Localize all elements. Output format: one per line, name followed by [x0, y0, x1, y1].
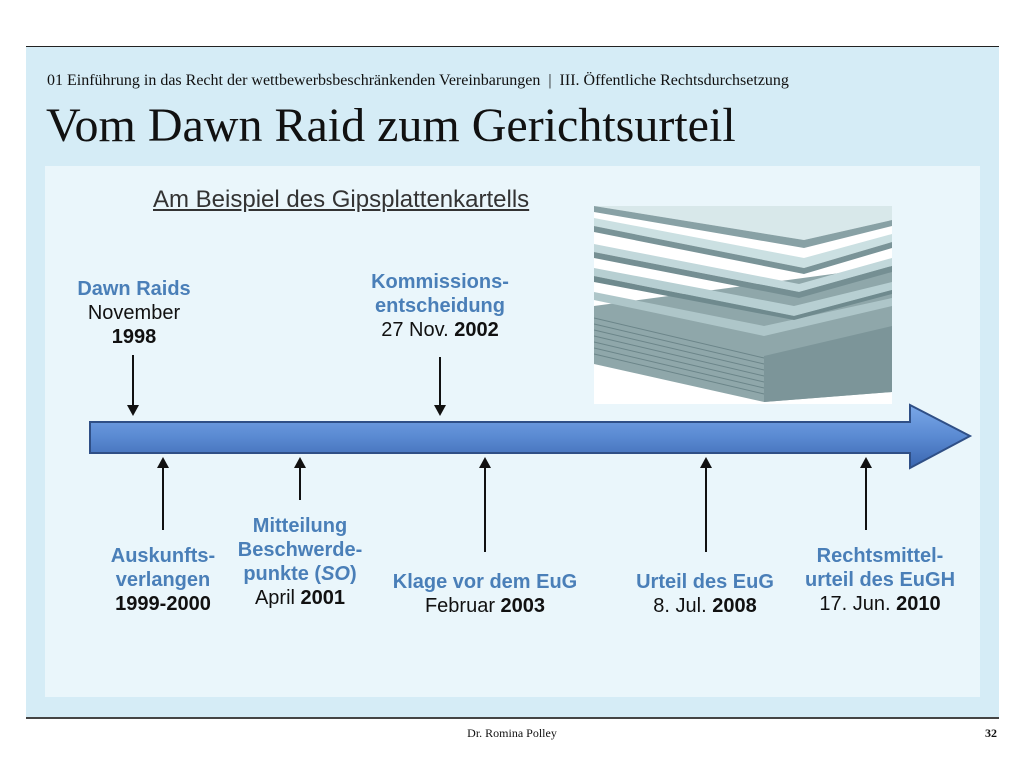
event-date-year: 2008: [712, 595, 757, 617]
event-date-prefix: April: [254, 587, 295, 609]
event-headline-line1: Auskunfts-: [110, 545, 216, 567]
event-headline-line2: Beschwerde-: [237, 539, 363, 561]
footer-author: Dr. Romina Polley: [467, 726, 557, 740]
event-date-prefix: 8. Jul.: [653, 595, 707, 617]
event-klage-eug: [375, 570, 595, 618]
event-rechtsmittelurteil-eugh: [785, 544, 975, 616]
event-date-year: 1998: [111, 326, 157, 348]
event-date-year: 2010: [896, 593, 941, 615]
event-headline-line1: Urteil des EuG: [636, 571, 774, 593]
event-headline-line2: entscheidung: [374, 295, 505, 317]
event-headline-line3-pre: punkte (: [243, 563, 322, 585]
event-date-year: 2003: [500, 595, 546, 617]
event-auskunftsverlangen: [88, 544, 238, 616]
event-headline-line3-post: ): [350, 563, 357, 585]
page-number: 32: [985, 726, 997, 740]
event-headline-line1: Kommissions-: [371, 271, 509, 293]
event-headline-line1: Mitteilung: [252, 515, 348, 537]
breadcrumb-separator: |: [548, 72, 552, 89]
page-title: Vom Dawn Raid zum Gerichtsurteil: [46, 99, 736, 152]
event-date-prefix: 17. Jun.: [819, 593, 891, 615]
event-date-year: 2001: [300, 587, 346, 609]
event-date-prefix: Februar: [424, 595, 495, 617]
event-headline: Dawn Raids: [77, 278, 191, 300]
event-headline-line1: Rechtsmittel-: [816, 545, 944, 567]
event-headline-line2: verlangen: [115, 569, 211, 591]
event-urteil-eug: [615, 570, 795, 618]
event-date-prefix: 27 Nov.: [381, 319, 449, 341]
subtitle: Am Beispiel des Gipsplattenkartells: [153, 186, 530, 213]
event-date-year: 1999-2000: [115, 593, 211, 615]
timeline-arrow: [90, 405, 970, 468]
event-headline-line3-italic: SO: [321, 563, 350, 585]
event-headline-line2: urteil des EuGH: [804, 569, 956, 591]
event-headline-line1: Klage vor dem EuG: [392, 571, 578, 593]
event-dawn-raids: [54, 277, 214, 349]
event-date-year: 2002: [454, 319, 499, 341]
event-date-prefix: November: [87, 302, 181, 324]
event-kommissionsentscheidung: [340, 270, 540, 342]
breadcrumb-section: III. Öffentliche Rechtsdurchsetzung: [559, 72, 789, 89]
event-mitteilung-beschwerdepunkte: [220, 514, 380, 610]
breadcrumb-chapter: 01 Einführung in das Recht der wettbewerbsbeschränkenden Vereinbarungen: [47, 72, 541, 89]
